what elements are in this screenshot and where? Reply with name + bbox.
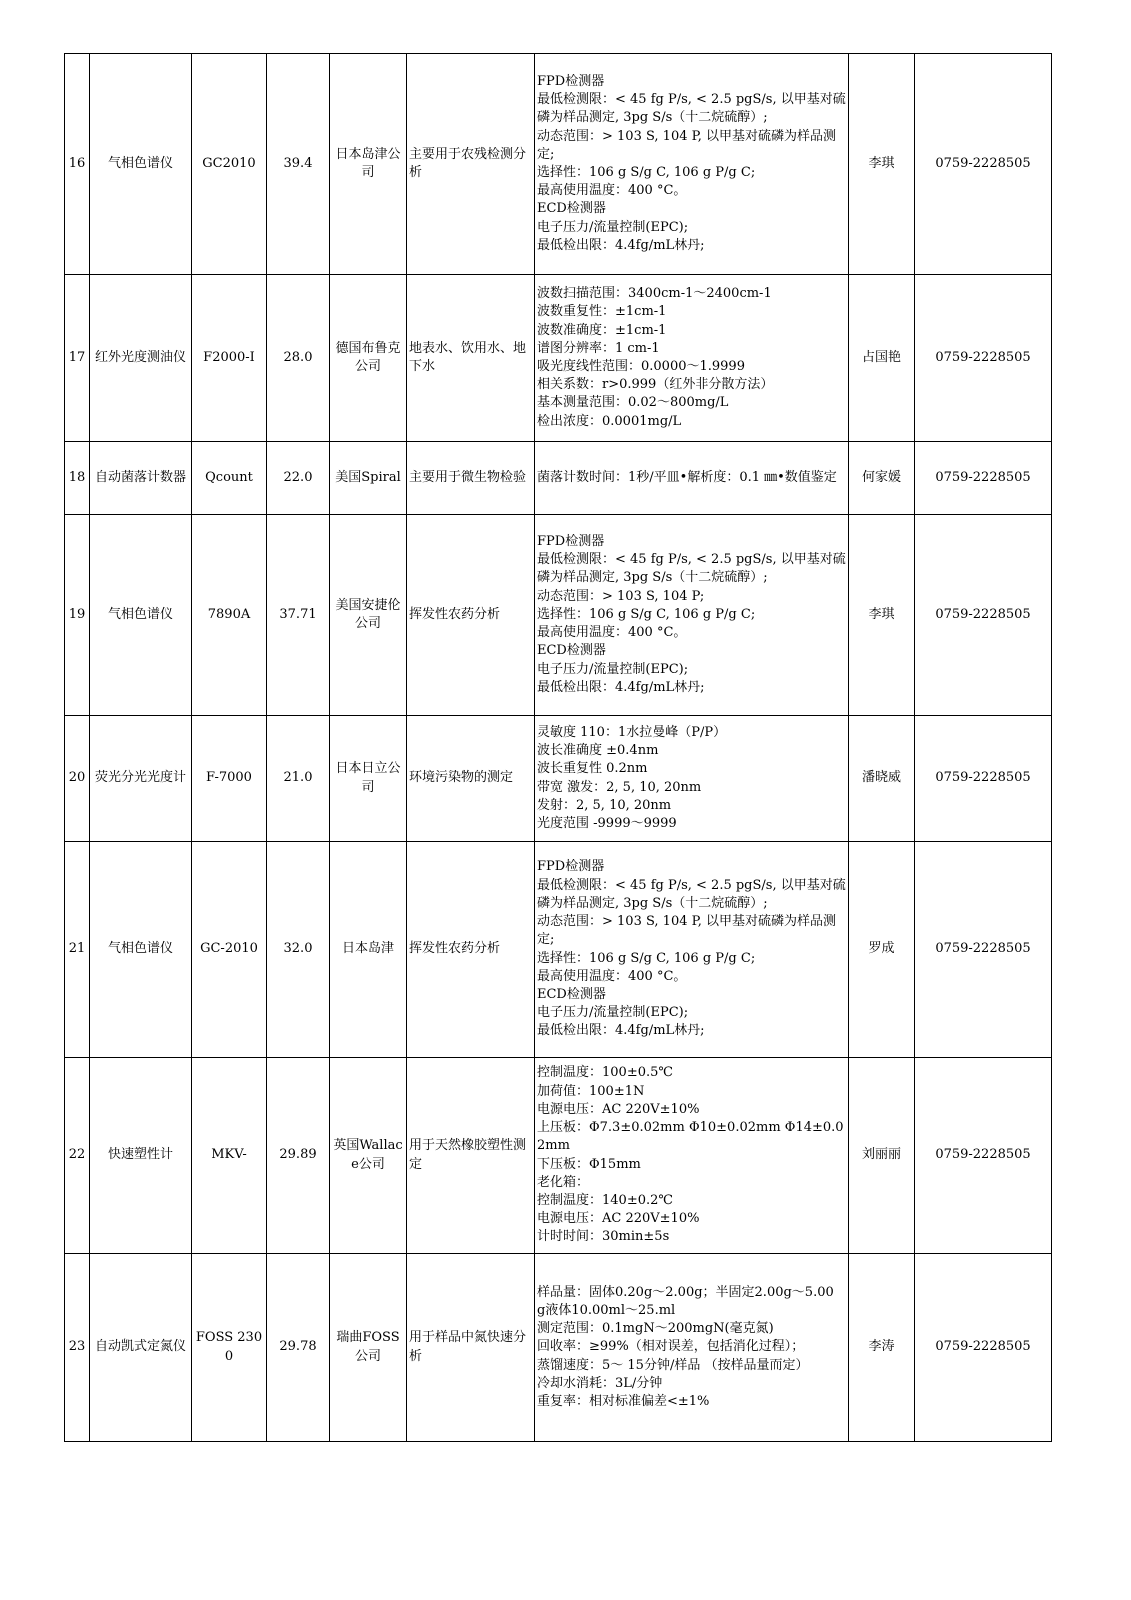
phone-cell: 0759-2228505 bbox=[915, 716, 1052, 842]
table-row bbox=[65, 275, 1052, 442]
contact-person-cell: 何家媛 bbox=[849, 442, 915, 515]
contact-person-cell: 罗成 bbox=[849, 842, 915, 1058]
purpose-cell: 地表水、饮用水、地下水 bbox=[407, 275, 535, 442]
phone-cell: 0759-2228505 bbox=[915, 842, 1052, 1058]
phone-cell: 0759-2228505 bbox=[915, 1058, 1052, 1254]
spec-line: 控制温度：140±0.2℃ bbox=[537, 1192, 673, 1208]
spec-line: 最高使用温度：400 °C。 bbox=[537, 183, 687, 199]
spec-line: 蒸馏速度：5～ 15分钟/样品 （按样品量而定） bbox=[537, 1357, 809, 1373]
phone-cell: 0759-2228505 bbox=[915, 515, 1052, 716]
specifications-cell bbox=[535, 1254, 849, 1442]
instrument-name-cell: 自动凯式定氮仪 bbox=[90, 1254, 192, 1442]
spec-line: 加荷值：100±1N bbox=[537, 1083, 645, 1099]
spec-line: ECD检测器 bbox=[537, 201, 606, 217]
instrument-name-cell: 气相色谱仪 bbox=[90, 515, 192, 716]
spec-line: FPD检测器 bbox=[537, 73, 605, 89]
spec-line: 波数重复性：±1cm-1 bbox=[537, 304, 667, 320]
spec-line: 回收率：≥99%（相对误差，包括消化过程）； bbox=[537, 1339, 805, 1355]
row-number-cell: 17 bbox=[65, 275, 90, 442]
purpose-cell: 主要用于微生物检验 bbox=[407, 442, 535, 515]
model-cell: F-7000 bbox=[192, 716, 267, 842]
row-number-cell: 22 bbox=[65, 1058, 90, 1254]
model-cell: MKV- bbox=[192, 1058, 267, 1254]
spec-line: 上压板：Φ7.3±0.02mm Φ10±0.02mm Φ14±0.02mm bbox=[537, 1120, 844, 1154]
specifications-cell bbox=[535, 842, 849, 1058]
price-cell: 37.71 bbox=[267, 515, 330, 716]
instrument-name-cell: 快速塑性计 bbox=[90, 1058, 192, 1254]
equipment-table bbox=[64, 53, 1052, 1442]
contact-person-cell: 李涛 bbox=[849, 1254, 915, 1442]
spec-line: 选择性：106 g S/g C, 106 g P/g C; bbox=[537, 950, 756, 966]
spec-line: 最低检测限：< 45 fg P/s, < 2.5 pgS/s, 以甲基对硫磷为样品测定, 3pg S/s（十二烷硫醇）; bbox=[537, 877, 846, 911]
row-number-cell: 21 bbox=[65, 842, 90, 1058]
spec-line: 菌落计数时间：1秒/平皿•解析度：0.1 ㎜•数值鉴定 bbox=[537, 469, 837, 485]
specifications-cell bbox=[535, 275, 849, 442]
spec-line: 最高使用温度：400 °C。 bbox=[537, 968, 687, 984]
spec-line: 发射：2, 5, 10, 20nm bbox=[537, 797, 672, 813]
model-cell: GC-2010 bbox=[192, 842, 267, 1058]
spec-line: 检出浓度：0.0001mg/L bbox=[537, 413, 682, 429]
manufacturer-cell: 日本岛津公司 bbox=[330, 54, 407, 275]
specifications-cell bbox=[535, 1058, 849, 1254]
spec-line: 电子压力/流量控制(EPC); bbox=[537, 661, 689, 677]
table-row bbox=[65, 1058, 1052, 1254]
instrument-name-cell: 荧光分光光度计 bbox=[90, 716, 192, 842]
manufacturer-cell: 瑞曲FOSS公司 bbox=[330, 1254, 407, 1442]
spec-line: 计时时间：30min±5s bbox=[537, 1229, 670, 1245]
spec-line: FPD检测器 bbox=[537, 859, 605, 875]
spec-line: 最高使用温度：400 °C。 bbox=[537, 625, 687, 641]
phone-cell: 0759-2228505 bbox=[915, 54, 1052, 275]
price-cell: 21.0 bbox=[267, 716, 330, 842]
price-cell: 28.0 bbox=[267, 275, 330, 442]
spec-line: 相关系数：r>0.999（红外非分散方法） bbox=[537, 377, 774, 393]
spec-line: 样品量：固体0.20g～2.00g；半固定2.00g～5.00 g液体10.00ml～25.ml bbox=[537, 1284, 834, 1318]
model-cell: FOSS 2300 bbox=[192, 1254, 267, 1442]
row-number-cell: 19 bbox=[65, 515, 90, 716]
spec-line: 下压板：Φ15mm bbox=[537, 1156, 641, 1172]
spec-line: 最低检测限：< 45 fg P/s, < 2.5 pgS/s, 以甲基对硫磷为样品测定, 3pg S/s（十二烷硫醇）; bbox=[537, 92, 846, 126]
spec-line: 冷却水消耗：3L/分钟 bbox=[537, 1375, 663, 1391]
spec-line: 波长重复性 0.2nm bbox=[537, 761, 648, 777]
model-cell: GC2010 bbox=[192, 54, 267, 275]
spec-line: 波长准确度 ±0.4nm bbox=[537, 743, 659, 759]
table-row bbox=[65, 842, 1052, 1058]
price-cell: 29.78 bbox=[267, 1254, 330, 1442]
contact-person-cell: 潘晓威 bbox=[849, 716, 915, 842]
contact-person-cell: 刘丽丽 bbox=[849, 1058, 915, 1254]
table-row bbox=[65, 716, 1052, 842]
spec-line: 基本测量范围：0.02～800mg/L bbox=[537, 395, 729, 411]
price-cell: 39.4 bbox=[267, 54, 330, 275]
specifications-cell bbox=[535, 442, 849, 515]
spec-line: 重复率：相对标准偏差<±1% bbox=[537, 1394, 710, 1409]
instrument-name-cell: 自动菌落计数器 bbox=[90, 442, 192, 515]
manufacturer-cell: 日本日立公司 bbox=[330, 716, 407, 842]
spec-line: 带宽 激发：2, 5, 10, 20nm bbox=[537, 779, 702, 795]
row-number-cell: 20 bbox=[65, 716, 90, 842]
table-row bbox=[65, 515, 1052, 716]
spec-line: 最低检出限：4.4fg/mL林丹; bbox=[537, 237, 705, 253]
row-number-cell: 18 bbox=[65, 442, 90, 515]
manufacturer-cell: 美国安捷伦公司 bbox=[330, 515, 407, 716]
contact-person-cell: 李琪 bbox=[849, 515, 915, 716]
phone-cell: 0759-2228505 bbox=[915, 275, 1052, 442]
row-number-cell: 23 bbox=[65, 1254, 90, 1442]
spec-line: 波数准确度：±1cm-1 bbox=[537, 322, 667, 338]
purpose-cell: 用于天然橡胶塑性测定 bbox=[407, 1058, 535, 1254]
spec-line: 动态范围：> 103 S, 104 P, 以甲基对硫磷为样品测定; bbox=[537, 128, 837, 162]
table-row bbox=[65, 442, 1052, 515]
purpose-cell: 挥发性农药分析 bbox=[407, 842, 535, 1058]
price-cell: 32.0 bbox=[267, 842, 330, 1058]
spec-line: FPD检测器 bbox=[537, 534, 605, 550]
spec-line: 选择性：106 g S/g C, 106 g P/g C; bbox=[537, 606, 756, 622]
model-cell: 7890A bbox=[192, 515, 267, 716]
purpose-cell: 环境污染物的测定 bbox=[407, 716, 535, 842]
spec-line: 最低检测限：< 45 fg P/s, < 2.5 pgS/s, 以甲基对硫磷为样品测定, 3pg S/s（十二烷硫醇）; bbox=[537, 552, 846, 586]
spec-line: 吸光度线性范围：0.0000～1.9999 bbox=[537, 359, 745, 374]
spec-line: 控制温度：100±0.5℃ bbox=[537, 1065, 673, 1081]
spec-line: 动态范围：> 103 S, 104 P, 以甲基对硫磷为样品测定; bbox=[537, 914, 837, 948]
contact-person-cell: 占国艳 bbox=[849, 275, 915, 442]
price-cell: 22.0 bbox=[267, 442, 330, 515]
table-row bbox=[65, 54, 1052, 275]
instrument-name-cell: 气相色谱仪 bbox=[90, 842, 192, 1058]
specifications-cell bbox=[535, 716, 849, 842]
spec-line: 电源电压：AC 220V±10% bbox=[537, 1211, 700, 1227]
model-cell: Qcount bbox=[192, 442, 267, 515]
spec-line: ECD检测器 bbox=[537, 986, 606, 1002]
purpose-cell: 挥发性农药分析 bbox=[407, 515, 535, 716]
spec-line: 最低检出限：4.4fg/mL林丹; bbox=[537, 1023, 705, 1039]
phone-cell: 0759-2228505 bbox=[915, 1254, 1052, 1442]
manufacturer-cell: 美国Spiral bbox=[330, 442, 407, 515]
purpose-cell: 主要用于农残检测分析 bbox=[407, 54, 535, 275]
manufacturer-cell: 德国布鲁克公司 bbox=[330, 275, 407, 442]
spec-line: 光度范围 -9999～9999 bbox=[537, 815, 677, 831]
instrument-name-cell: 气相色谱仪 bbox=[90, 54, 192, 275]
model-cell: F2000-I bbox=[192, 275, 267, 442]
spec-line: 灵敏度 110：1水拉曼峰（P/P） bbox=[537, 724, 727, 740]
spec-line: 电子压力/流量控制(EPC); bbox=[537, 219, 689, 235]
price-cell: 29.89 bbox=[267, 1058, 330, 1254]
instrument-name-cell: 红外光度测油仪 bbox=[90, 275, 192, 442]
spec-line: 电子压力/流量控制(EPC); bbox=[537, 1005, 689, 1021]
spec-line: ECD检测器 bbox=[537, 643, 606, 659]
spec-line: 最低检出限：4.4fg/mL林丹; bbox=[537, 679, 705, 695]
spec-line: 动态范围：> 103 S, 104 P; bbox=[537, 588, 705, 604]
spec-line: 谱图分辨率：1 cm-1 bbox=[537, 340, 660, 356]
spec-line: 电源电压：AC 220V±10% bbox=[537, 1101, 700, 1117]
phone-cell: 0759-2228505 bbox=[915, 442, 1052, 515]
contact-person-cell: 李琪 bbox=[849, 54, 915, 275]
manufacturer-cell: 英国Wallace公司 bbox=[330, 1058, 407, 1254]
table-body bbox=[65, 54, 1052, 1442]
spec-line: 测定范围：0.1mgN～200mgN(毫克氮) bbox=[537, 1321, 774, 1337]
spec-line: 选择性：106 g S/g C, 106 g P/g C; bbox=[537, 165, 756, 180]
spec-line: 老化箱： bbox=[537, 1174, 590, 1190]
spec-line: 波数扫描范围：3400cm-1～2400cm-1 bbox=[537, 286, 772, 302]
specifications-cell bbox=[535, 515, 849, 716]
specifications-cell bbox=[535, 54, 849, 275]
purpose-cell: 用于样品中氮快速分析 bbox=[407, 1254, 535, 1442]
table-row bbox=[65, 1254, 1052, 1442]
manufacturer-cell: 日本岛津 bbox=[330, 842, 407, 1058]
row-number-cell: 16 bbox=[65, 54, 90, 275]
